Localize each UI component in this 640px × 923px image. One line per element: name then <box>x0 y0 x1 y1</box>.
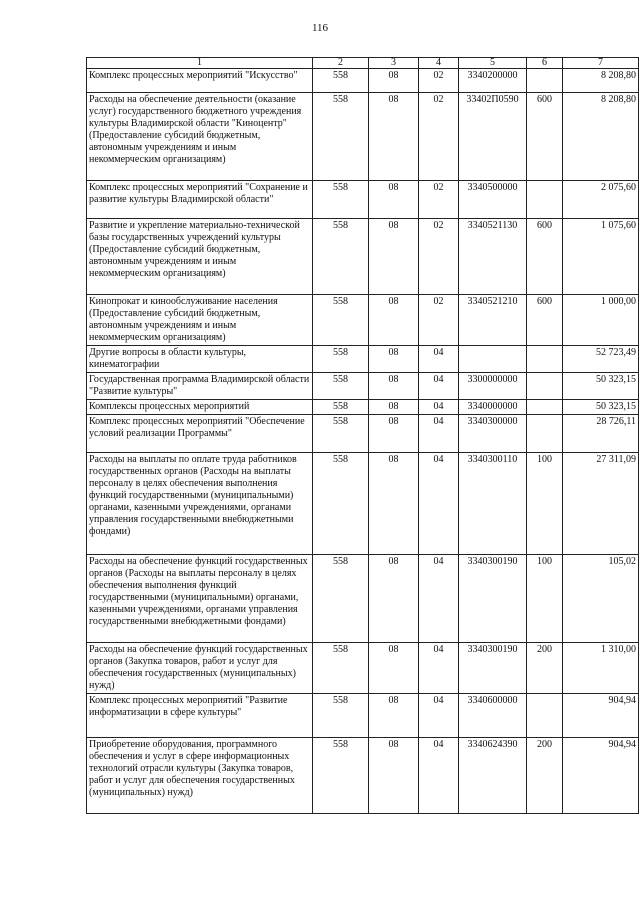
row-sum: 1 310,00 <box>563 643 639 694</box>
row-rz: 08 <box>369 219 419 295</box>
header-cell: 4 <box>419 58 459 69</box>
row-name: Государственная программа Владимирской области "Развитие культуры" <box>87 373 313 400</box>
row-pr: 04 <box>419 694 459 738</box>
row-gr: 558 <box>313 555 369 643</box>
row-csr: 3340200000 <box>459 69 527 93</box>
row-pr: 04 <box>419 415 459 453</box>
row-rz: 08 <box>369 415 419 453</box>
table-row <box>87 219 639 295</box>
row-csr: 3340000000 <box>459 400 527 415</box>
row-vr <box>527 181 563 219</box>
row-sum: 28 726,11 <box>563 415 639 453</box>
page-number: 116 <box>311 22 329 34</box>
row-pr: 02 <box>419 295 459 346</box>
row-sum: 50 323,15 <box>563 373 639 400</box>
budget-table <box>86 57 639 814</box>
row-rz: 08 <box>369 373 419 400</box>
row-name: Комплекс процессных мероприятий "Сохранение и развитие культуры Владимирской области" <box>87 181 313 219</box>
table-row <box>87 643 639 694</box>
header-cell: 6 <box>527 58 563 69</box>
row-vr: 600 <box>527 93 563 181</box>
row-vr: 600 <box>527 219 563 295</box>
row-name: Кинопрокат и кинообслуживание населения (Предоставление субсидий бюджетным, автономным учреждениям и иным некоммерческим организациям) <box>87 295 313 346</box>
row-sum: 8 208,80 <box>563 93 639 181</box>
header-cell: 1 <box>87 58 313 69</box>
row-vr <box>527 694 563 738</box>
row-gr: 558 <box>313 181 369 219</box>
row-vr: 100 <box>527 555 563 643</box>
row-name: Расходы на обеспечение функций государственных органов (Закупка товаров, работ и услуг для обеспечения государственных (муниципальных) нужд) <box>87 643 313 694</box>
row-sum: 8 208,80 <box>563 69 639 93</box>
row-sum: 1 000,00 <box>563 295 639 346</box>
table-row <box>87 346 639 373</box>
row-rz: 08 <box>369 694 419 738</box>
table-row <box>87 738 639 814</box>
header-cell: 5 <box>459 58 527 69</box>
row-csr: 3340300190 <box>459 555 527 643</box>
row-rz: 08 <box>369 295 419 346</box>
row-rz: 08 <box>369 69 419 93</box>
row-rz: 08 <box>369 400 419 415</box>
row-pr: 04 <box>419 738 459 814</box>
row-csr: 3340521210 <box>459 295 527 346</box>
row-rz: 08 <box>369 93 419 181</box>
header-cell: 7 <box>563 58 639 69</box>
table-row <box>87 93 639 181</box>
row-pr: 02 <box>419 69 459 93</box>
row-pr: 04 <box>419 555 459 643</box>
row-gr: 558 <box>313 69 369 93</box>
row-csr: 3340624390 <box>459 738 527 814</box>
table-row <box>87 400 639 415</box>
row-gr: 558 <box>313 400 369 415</box>
row-csr: 3300000000 <box>459 373 527 400</box>
row-sum: 904,94 <box>563 738 639 814</box>
row-pr: 02 <box>419 219 459 295</box>
table-row <box>87 69 639 93</box>
table-row <box>87 453 639 555</box>
row-vr <box>527 346 563 373</box>
row-gr: 558 <box>313 643 369 694</box>
table-row <box>87 181 639 219</box>
row-gr: 558 <box>313 373 369 400</box>
row-pr: 04 <box>419 346 459 373</box>
row-vr: 200 <box>527 643 563 694</box>
row-pr: 04 <box>419 373 459 400</box>
row-pr: 04 <box>419 643 459 694</box>
row-vr: 100 <box>527 453 563 555</box>
row-name: Расходы на обеспечение деятельности (оказание услуг) государственного бюджетного учреждения культуры Владимирской области "Киноцентр" (Предоставление субсидий бюджетным, автономным учреждениям и иным некоммерческим организациям) <box>87 93 313 181</box>
row-csr: 3340600000 <box>459 694 527 738</box>
row-rz: 08 <box>369 453 419 555</box>
row-sum: 50 323,15 <box>563 400 639 415</box>
row-sum: 1 075,60 <box>563 219 639 295</box>
row-pr: 04 <box>419 453 459 555</box>
table-row <box>87 373 639 400</box>
row-vr <box>527 415 563 453</box>
row-gr: 558 <box>313 415 369 453</box>
table-row <box>87 555 639 643</box>
row-csr: 3340300000 <box>459 415 527 453</box>
row-gr: 558 <box>313 219 369 295</box>
header-row <box>87 58 639 69</box>
row-rz: 08 <box>369 643 419 694</box>
row-csr <box>459 346 527 373</box>
row-vr <box>527 373 563 400</box>
row-sum: 2 075,60 <box>563 181 639 219</box>
row-gr: 558 <box>313 295 369 346</box>
row-name: Развитие и укрепление материально-технической базы государственных учреждений культуры (Предоставление субсидий бюджетным, автономным учреждениям и иным некоммерческим организациям) <box>87 219 313 295</box>
row-name: Комплекс процессных мероприятий "Обеспечение условий реализации Программы" <box>87 415 313 453</box>
row-csr: 3340521130 <box>459 219 527 295</box>
row-rz: 08 <box>369 738 419 814</box>
row-sum: 27 311,09 <box>563 453 639 555</box>
row-name: Другие вопросы в области культуры, кинематографии <box>87 346 313 373</box>
row-sum: 904,94 <box>563 694 639 738</box>
row-vr: 200 <box>527 738 563 814</box>
row-name: Комплекс процессных мероприятий "Искусство" <box>87 69 313 93</box>
table-row <box>87 415 639 453</box>
row-pr: 04 <box>419 400 459 415</box>
row-name: Комплексы процессных мероприятий <box>87 400 313 415</box>
row-gr: 558 <box>313 738 369 814</box>
row-csr: 3340300190 <box>459 643 527 694</box>
row-gr: 558 <box>313 694 369 738</box>
row-rz: 08 <box>369 181 419 219</box>
row-vr <box>527 69 563 93</box>
row-csr: 3340300110 <box>459 453 527 555</box>
header-cell: 3 <box>369 58 419 69</box>
row-gr: 558 <box>313 453 369 555</box>
table-row <box>87 295 639 346</box>
row-name: Расходы на выплаты по оплате труда работников государственных органов (Расходы на выплаты персоналу в целях обеспечения выполнения функций государственными (муниципальными) органами, казенными учреждениями, органами управления государственными внебюджетными фондами) <box>87 453 313 555</box>
row-gr: 558 <box>313 346 369 373</box>
row-name: Расходы на обеспечение функций государственных органов (Расходы на выплаты персоналу в целях обеспечения выполнения функций государственными (муниципальными) органами, казенными учреждениями, органами управления государственными внебюджетными фондами) <box>87 555 313 643</box>
row-csr: 33402П0590 <box>459 93 527 181</box>
row-name: Комплекс процессных мероприятий "Развитие информатизации в сфере культуры" <box>87 694 313 738</box>
row-rz: 08 <box>369 555 419 643</box>
row-vr <box>527 400 563 415</box>
row-sum: 52 723,49 <box>563 346 639 373</box>
row-sum: 105,02 <box>563 555 639 643</box>
header-cell: 2 <box>313 58 369 69</box>
row-gr: 558 <box>313 93 369 181</box>
row-vr: 600 <box>527 295 563 346</box>
row-csr: 3340500000 <box>459 181 527 219</box>
row-name: Приобретение оборудования, программного обеспечения и услуг в сфере информационных технологий отрасли культуры (Закупка товаров, работ и услуг для обеспечения государственных (муниципальных) нужд) <box>87 738 313 814</box>
row-pr: 02 <box>419 93 459 181</box>
row-rz: 08 <box>369 346 419 373</box>
table-row <box>87 694 639 738</box>
row-pr: 02 <box>419 181 459 219</box>
